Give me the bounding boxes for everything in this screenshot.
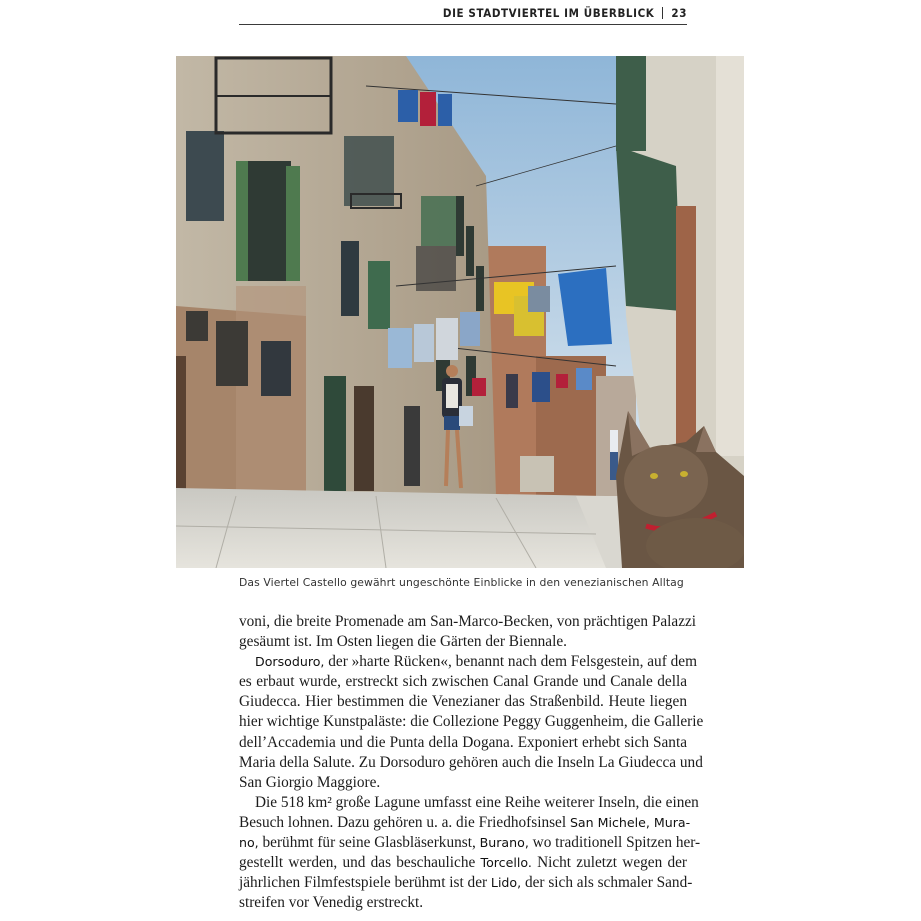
text-line: streifen vor Venedig erstreckt.	[239, 894, 424, 912]
keyword-torcello: Torcello.	[480, 855, 532, 871]
body-text	[239, 612, 704, 913]
text-segment: Besuch lohnen. Dazu gehören u. a. die Friedhofsinsel	[239, 813, 570, 831]
running-header	[239, 4, 687, 25]
text-line	[239, 873, 693, 893]
chapter-title: DIE STADTVIERTEL IM ÜBERBLICK	[442, 6, 655, 20]
text-segment: berühmt für seine Glasbläserkunst,	[258, 834, 480, 852]
text-segment: gestellt werden, und das beschauliche	[239, 854, 481, 872]
text-segment: der »harte Rücken«, benannt nach dem Felsgestein, auf dem	[324, 653, 697, 671]
paragraph-3	[239, 793, 701, 914]
text-line	[239, 813, 691, 833]
text-segment: jährlichen Filmfestspiele berühmt ist der	[239, 874, 491, 892]
text-line: Die 518 km² große Lagune umfasst eine Reihe weiterer Inseln, die einen	[255, 793, 699, 811]
text-line: gesäumt ist. Im Osten liegen die Gärten der Biennale.	[239, 633, 567, 651]
text-line: es erbaut wurde, erstreckt sich zwischen Canal Grande und Canale della	[239, 673, 687, 691]
page-number: 23	[671, 6, 687, 20]
text-line: hier wichtige Kunstpaläste: die Collezione Peggy Guggenheim, die Gallerie	[239, 713, 704, 731]
text-segment: wo traditionell Spitzen her-	[528, 834, 701, 852]
keyword-san-michele-murano: San Michele, Mura-	[569, 814, 691, 830]
header-separator	[662, 7, 663, 19]
photo-caption: Das Viertel Castello gewährt ungeschönte Einblicke in den venezianischen Alltag	[239, 576, 684, 589]
street-photo	[176, 56, 744, 568]
text-line: Maria della Salute. Zu Dorsoduro gehören auch die Inseln La Giudecca und	[239, 753, 703, 771]
text-line	[239, 652, 697, 672]
running-header-text	[443, 6, 687, 20]
text-line: voni, die breite Promenade am San-Marco-Becken, von prächtigen Palazzi	[239, 613, 697, 630]
text-line: dell’Accademia und die Punta della Dogana. Exponiert erhebt sich Santa	[239, 733, 687, 751]
text-segment: der sich als schmaler Sand-	[521, 874, 693, 892]
text-line: Giudecca. Hier bestimmen die Venezianer das Straßenbild. Heute liegen	[239, 693, 687, 711]
text-line	[239, 833, 701, 853]
street-photo-illustration	[176, 56, 744, 568]
paragraph-2	[239, 652, 704, 793]
text-line	[239, 853, 687, 873]
keyword-dorsoduro: Dorsoduro,	[255, 654, 325, 670]
keyword-lido: Lido,	[490, 875, 522, 891]
text-line: San Giorgio Maggiore.	[239, 773, 381, 791]
paragraph-1	[239, 612, 697, 652]
text-segment: Nicht zuletzt wegen der	[531, 854, 687, 872]
keyword-burano: Burano,	[479, 835, 529, 851]
keyword-murano-end: no,	[239, 835, 259, 851]
